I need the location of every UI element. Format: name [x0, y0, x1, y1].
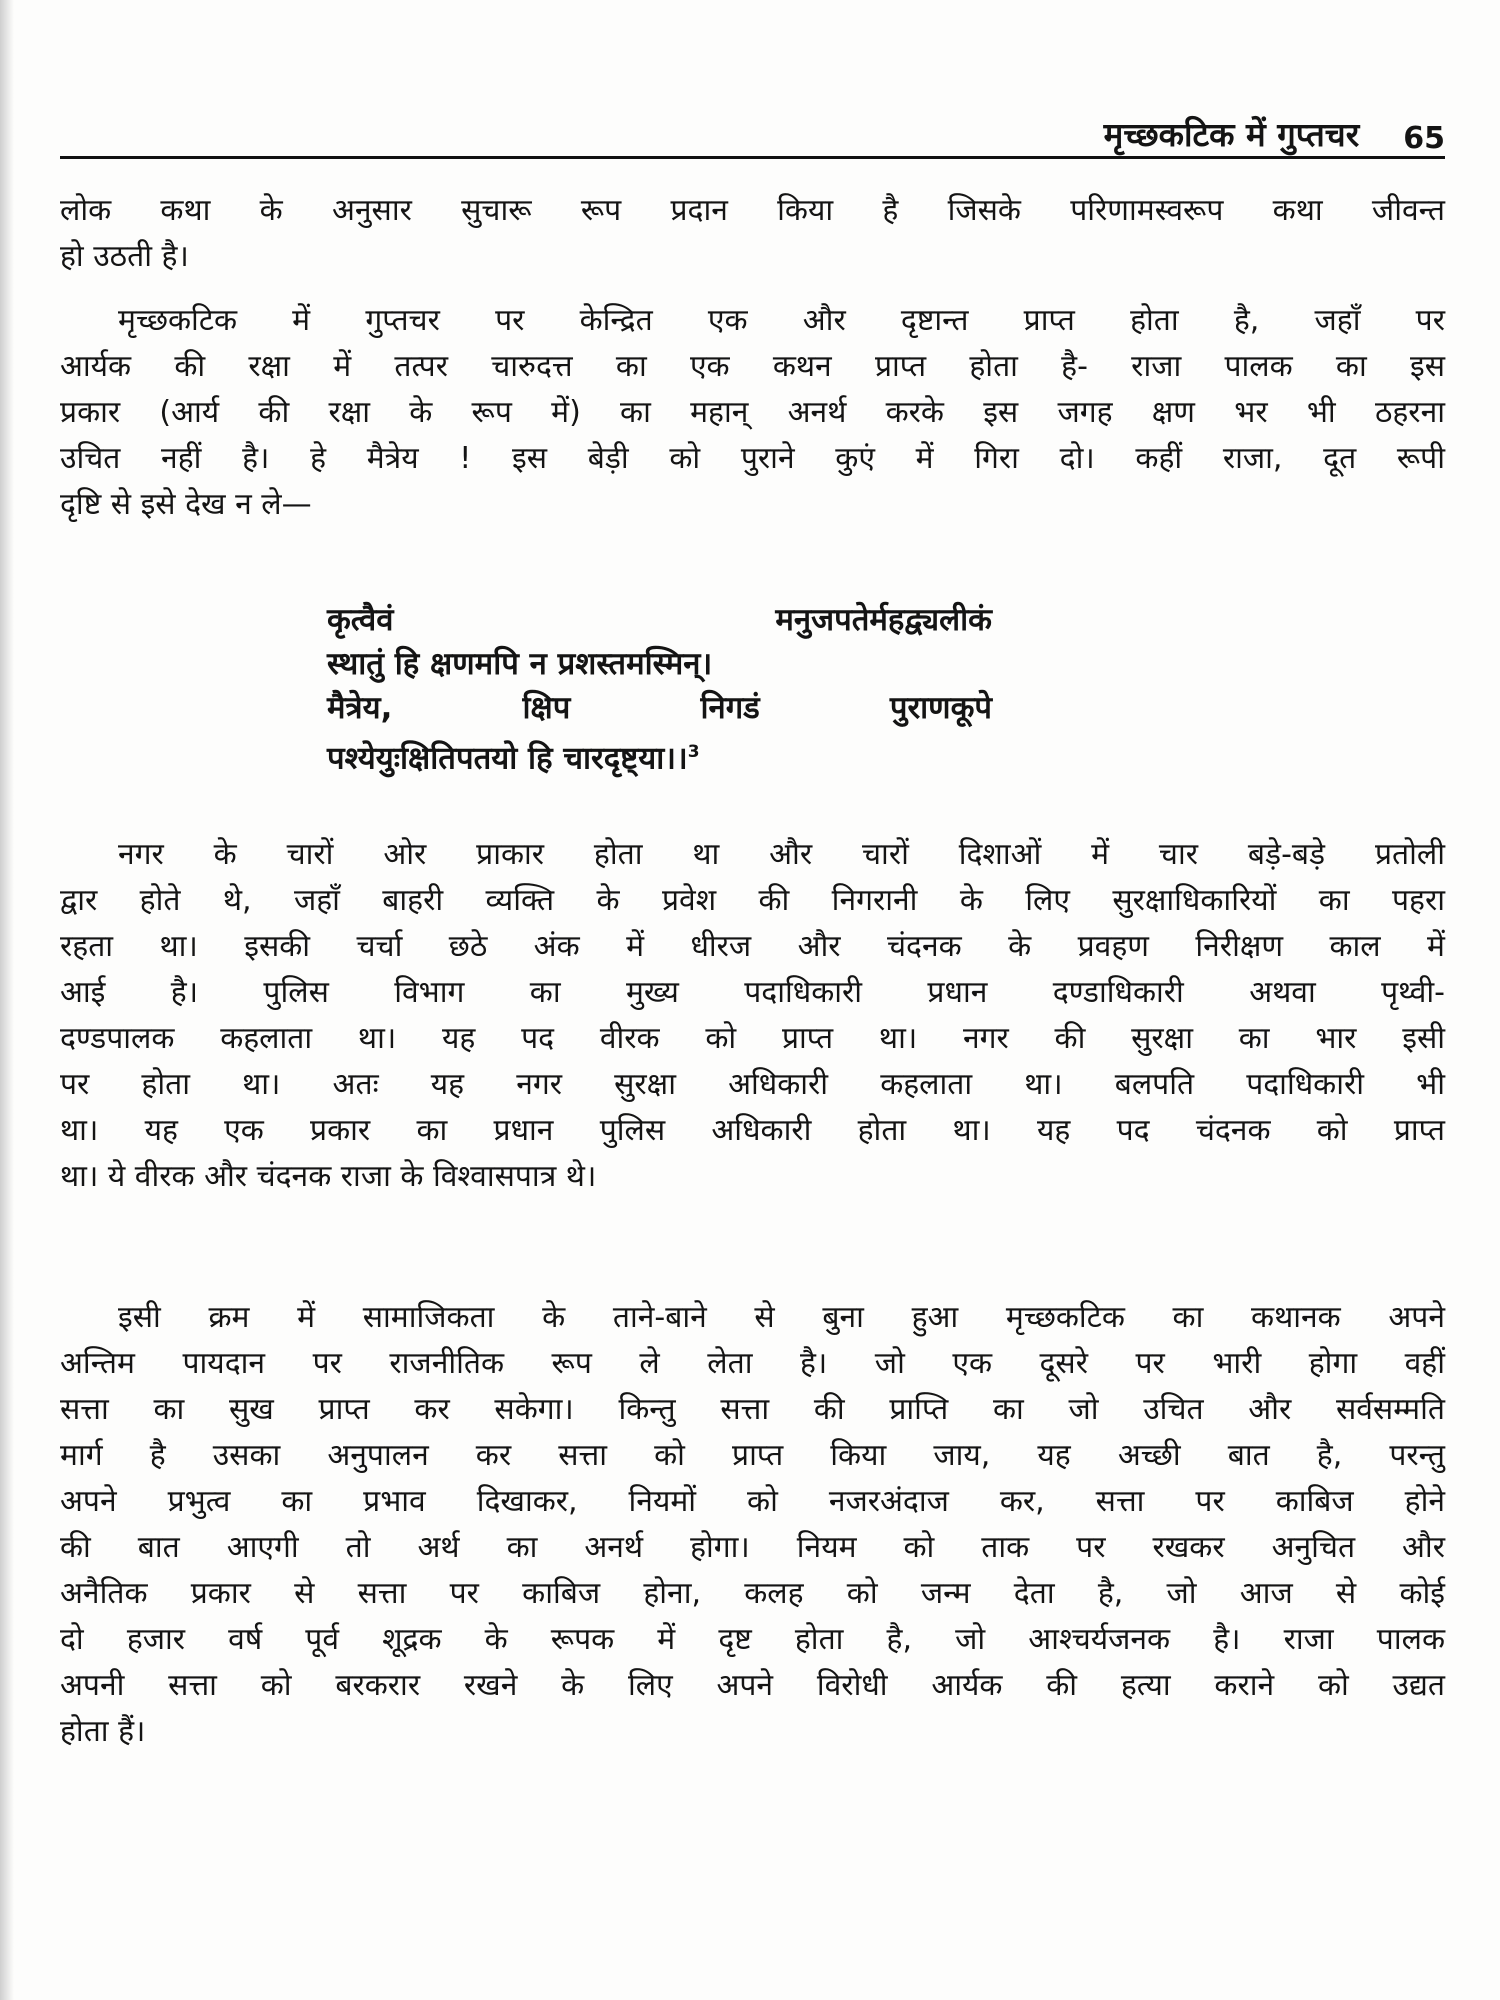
text-line: हो उठती है।: [60, 239, 189, 274]
text-line: मार्ग है उसका अनुपालन कर सत्ता को प्राप्त किया जाय, यह अच्छी बात है, परन्तु: [60, 1438, 1445, 1473]
text-line: अन्तिम पायदान पर राजनीतिक रूप ले लेता है। जो एक दूसरे पर भारी होगा वहीं: [60, 1346, 1445, 1381]
chapter-title: मृच्छकटिक में गुप्तचर: [1103, 115, 1360, 154]
text-line: होता हैं।: [60, 1714, 146, 1749]
verse-text: पश्येयुःक्षितिपतयो हि चारदृष्ट्या।।: [327, 740, 688, 777]
header-rule: [60, 156, 1445, 159]
text-line: दृष्टि से इसे देख न ले—: [60, 487, 312, 522]
verse-line-final: [327, 730, 992, 777]
text-line: रहता था। इसकी चर्चा छठे अंक में धीरज और चंदनक के प्रवहण निरीक्षण काल में: [60, 929, 1445, 964]
text-line: द्वार होते थे, जहाँ बाहरी व्यक्ति के प्रवेश की निगरानी के लिए सुरक्षाधिकारियों का पहरा: [60, 883, 1445, 918]
verse-line: स्थातुं हि क्षणमपि न प्रशस्तमस्मिन्।: [327, 646, 713, 682]
text-line: दण्डपालक कहलाता था। यह पद वीरक को प्राप्त था। नगर की सुरक्षा का भार इसी: [60, 1021, 1445, 1056]
paragraph-4: [60, 1295, 1445, 1755]
text-line: दो हजार वर्ष पूर्व शूद्रक के रूपक में दृष्ट होता है, जो आश्चर्यजनक है। राजा पालक: [60, 1622, 1445, 1657]
text-line: अनैतिक प्रकार से सत्ता पर काबिज होना, कलह को जन्म देता है, जो आज से कोई: [60, 1576, 1445, 1611]
text-line: उचित नहीं है। हे मैत्रेय ! इस बेड़ी को पुराने कुएं में गिरा दो। कहीं राजा, दूत रूपी: [60, 441, 1445, 476]
text-line: आर्यक की रक्षा में तत्पर चारुदत्त का एक कथन प्राप्त होता है- राजा पालक का इस: [60, 349, 1445, 384]
text-line: अपने प्रभुत्व का प्रभाव दिखाकर, नियमों को नजरअंदाज कर, सत्ता पर काबिज होने: [60, 1484, 1445, 1519]
text-line: अपनी सत्ता को बरकरार रखने के लिए अपने विरोधी आर्यक की हत्या कराने को उद्यत: [60, 1668, 1445, 1703]
verse-line: मैत्रेय, क्षिप निगडं पुराणकूपे: [327, 690, 992, 726]
text-line: पर होता था। अतः यह नगर सुरक्षा अधिकारी कहलाता था। बलपति पदाधिकारी भी: [60, 1067, 1445, 1102]
sanskrit-verse: [327, 598, 992, 777]
page-edge-shadow: [0, 0, 14, 2000]
verse-line: कृत्वैवं मनुजपतेर्महद्व्यलीकं: [327, 602, 992, 638]
running-header: [60, 100, 1445, 156]
paragraph-3: [60, 832, 1445, 1200]
text-line: लोक कथा के अनुसार सुचारू रूप प्रदान किया है जिसके परिणामस्वरूप कथा जीवन्त: [60, 193, 1445, 228]
text-line: सत्ता का सुख प्राप्त कर सकेगा। किन्तु सत्ता की प्राप्ति का जो उचित और सर्वसम्मति: [60, 1392, 1445, 1427]
page-number: 65: [1403, 121, 1445, 156]
text-line: इसी क्रम में सामाजिकता के ताने-बाने से बुना हुआ मृच्छकटिक का कथानक अपने: [118, 1300, 1445, 1335]
text-line: मृच्छकटिक में गुप्तचर पर केन्द्रित एक और दृष्टान्त प्राप्त होता है, जहाँ पर: [118, 303, 1445, 338]
text-line: की बात आएगी तो अर्थ का अनर्थ होगा। नियम को ताक पर रखकर अनुचित और: [60, 1530, 1445, 1565]
text-line: नगर के चारों ओर प्राकार होता था और चारों दिशाओं में चार बड़े-बड़े प्रतोली: [118, 837, 1445, 872]
text-line: था। ये वीरक और चंदनक राजा के विश्वासपात्र थे।: [60, 1159, 597, 1194]
text-line: था। यह एक प्रकार का प्रधान पुलिस अधिकारी होता था। यह पद चंदनक को प्राप्त: [60, 1113, 1445, 1148]
paragraph-continued: [60, 188, 1445, 280]
paragraph-2: [60, 298, 1445, 528]
text-line: आई है। पुलिस विभाग का मुख्य पदाधिकारी प्रधान दण्डाधिकारी अथवा पृथ्वी-: [60, 975, 1445, 1010]
text-line: प्रकार (आर्य की रक्षा के रूप में) का महान् अनर्थ करके इस जगह क्षण भर भी ठहरना: [60, 395, 1445, 430]
footnote-marker: 3: [687, 742, 700, 762]
